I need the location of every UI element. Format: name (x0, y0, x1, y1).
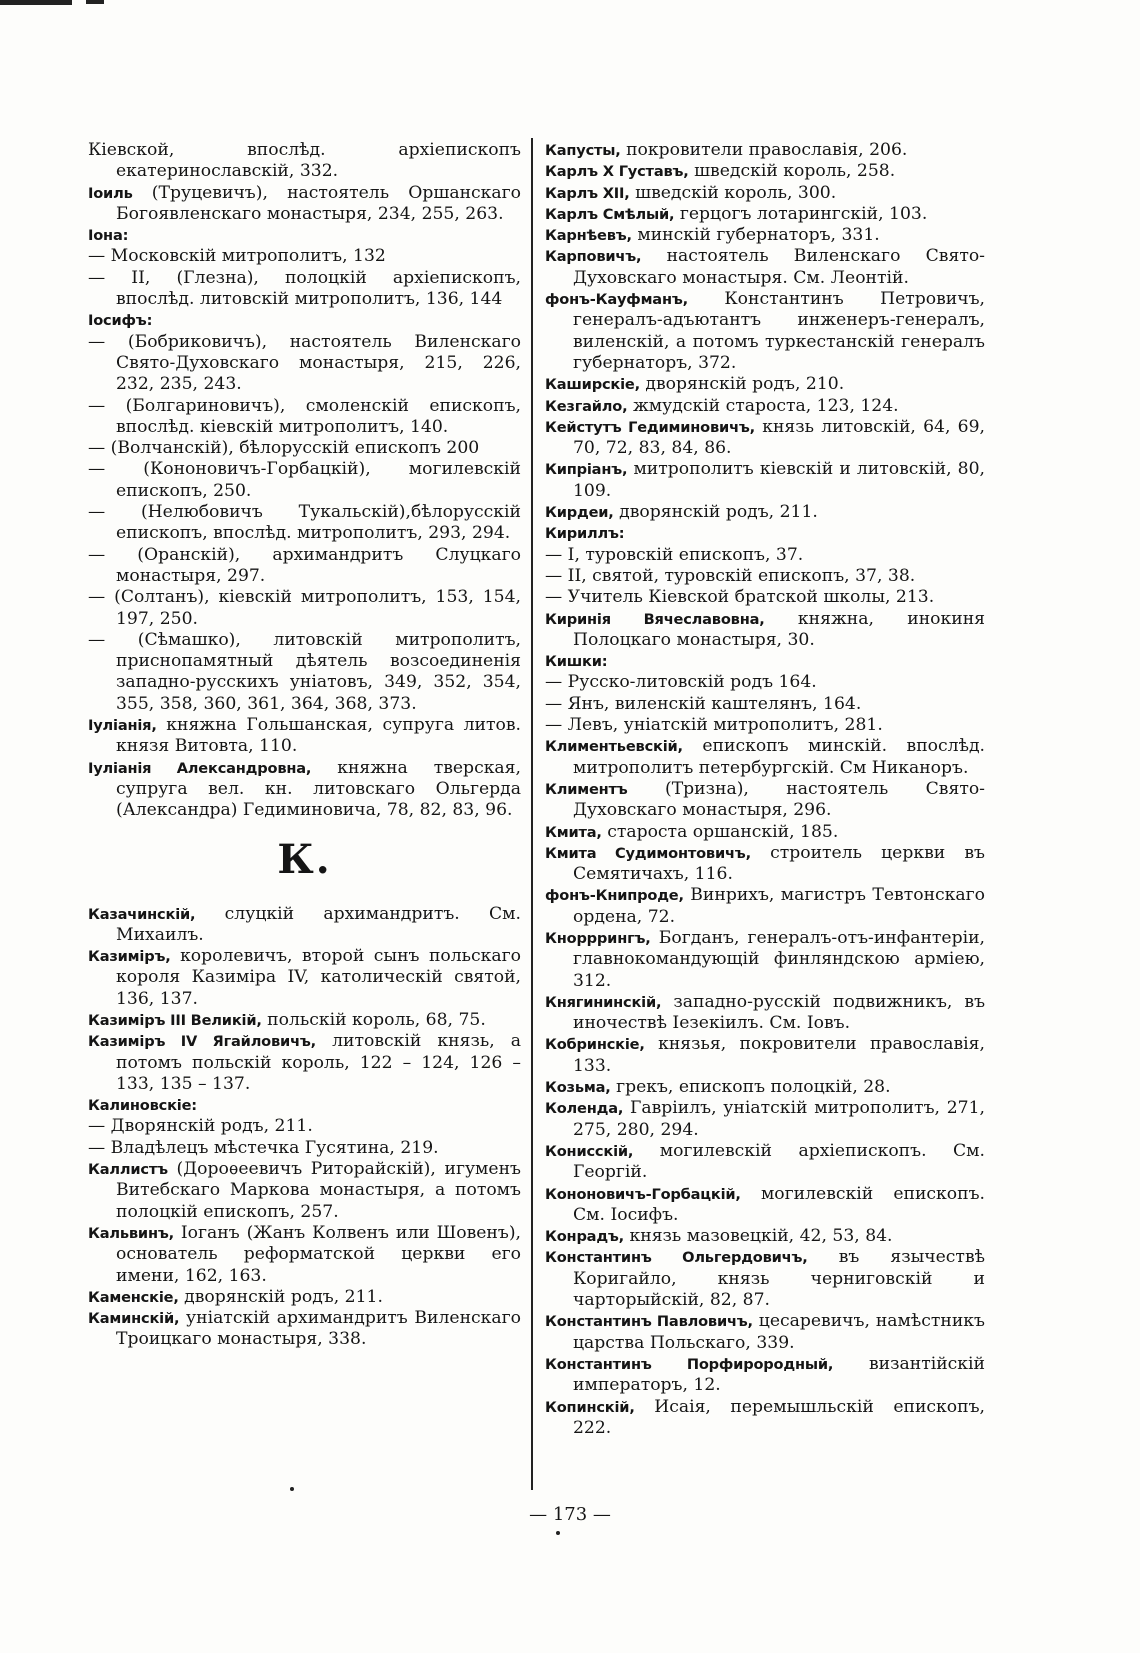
entry-headword: Казиміръ III Великій, (88, 1011, 262, 1029)
index-entry (88, 1010, 521, 1031)
index-subentry: — Левъ, уніатскій митрополитъ, 281. (545, 715, 883, 736)
entry-text: литовскій князь, а потомъ польскій король, 122 – 124, 126 – 133, 135 – 137. (116, 1031, 521, 1094)
entry-headword: Конисскій, (545, 1142, 634, 1160)
entry-text: (Труцевичъ), настоятель Оршанскаго Богоявленскаго монастыря, 234, 255, 263. (116, 182, 521, 224)
entry-headword: Карлъ Смѣлый, (545, 205, 675, 223)
entry-headword: Кмита Судимонтовичъ, (545, 844, 751, 862)
entry-text: въ язычествѣ Коригайло, князь черниговскій и чарторыйскій, 82, 87. (573, 1247, 985, 1311)
entry-headword: Карнѣевъ, (545, 227, 632, 245)
k-entries-a (88, 904, 521, 1117)
entry-headword: Каменскіе, (88, 1288, 179, 1306)
index-subentry: — Учитель Кіевской братской школы, 213. (545, 587, 935, 608)
index-subentry: — Московскій митрополитъ, 132 (88, 246, 386, 267)
index-subentry: — (Болгариновичъ), смоленскій епископъ, впослѣд. кіевскій митрополитъ, 140. (88, 395, 521, 437)
entry-headword: Кейстутъ Гедиминовичъ, (545, 418, 755, 436)
entry-text: дворянскій родъ, 211. (184, 1286, 383, 1307)
index-subentry: — (Солтанъ), кіевскій митрополитъ, 153, 154, 197, 250. (88, 587, 521, 629)
entry-headword: Казачинскій, (88, 905, 196, 923)
entry-headword: Каллистъ (88, 1161, 168, 1179)
index-entry (545, 609, 985, 652)
index-entry (545, 885, 985, 928)
entry-text: западно-русскій подвижникъ, въ иночествѣ Іезекіилъ. См. Іовъ. (573, 991, 986, 1034)
entry-text: княжна Гольшанская, супруга литов. князя Витовта, 110. (116, 715, 522, 757)
index-entry (88, 1095, 521, 1116)
index-entry (545, 1141, 985, 1184)
index-subentry: — (Сѣмашко), литовскій митрополитъ, приснопамятный дѣятель возсоединенія западно-русскихъ уніатовъ, 349, 352, 354, 355, 358, 360, 361, 364, 368, 373. (88, 629, 521, 714)
index-entry (88, 758, 521, 822)
entry-headword: Кобринскіе, (545, 1036, 645, 1054)
index-entry (88, 946, 521, 1010)
entry-headword: Киринія Вячеславовна, (545, 610, 765, 628)
index-entry (88, 1223, 521, 1287)
index-entry (545, 1034, 985, 1077)
index-entry (545, 1077, 985, 1098)
iona-subentries (88, 246, 521, 310)
entry-text: минскій губернаторъ, 331. (637, 225, 880, 246)
entry-headword: Кирдеи, (545, 504, 614, 522)
entry-headword: Карлъ XII, (545, 184, 630, 202)
kirill-subentries (545, 545, 985, 609)
index-subentry: — II, (Глезна), полоцкій архіепископъ, впослѣд. литовскій митрополитъ, 136, 144 (88, 267, 521, 310)
index-entry (545, 1311, 985, 1354)
entry-text: Винрихъ, магистръ Тевтонскаго ордена, 72. (573, 885, 985, 927)
kalinovskie-subentries (88, 1116, 521, 1159)
entry-headword: Кмита, (545, 823, 602, 841)
entry-headword: Кипріанъ, (545, 461, 628, 479)
entry-text: Богданъ, генералъ-отъ-инфантеріи, главнокомандующій финляндскою арміею, 312. (573, 927, 986, 991)
entry-text: дворянскій родъ, 210. (645, 374, 845, 395)
section-letter: К. (277, 835, 332, 883)
entry-headword: Кнорррингъ, (545, 929, 651, 947)
left-entries-after-iosif (88, 715, 521, 821)
index-entry (545, 1226, 985, 1247)
scan-speck (290, 1487, 294, 1491)
entry-text: Исаія, перемышльскій епископъ, 222. (573, 1396, 986, 1438)
index-entry (545, 396, 985, 417)
index-subentry: — II, святой, туровскій епископъ, 37, 38. (545, 565, 916, 586)
scan-artifact (86, 0, 104, 4)
right-column (545, 140, 985, 1439)
entry-headword: Казиміръ, (88, 948, 171, 966)
entry-text: митрополитъ кіевскій и литовскій, 80, 109. (573, 459, 986, 501)
index-entry (545, 992, 985, 1035)
entry-headword: Кириллъ: (545, 525, 625, 543)
index-entry (545, 651, 985, 672)
entry-headword: Карлъ X Густавъ, (545, 163, 689, 181)
entry-text: строитель церкви въ Семятичахъ, 116. (573, 842, 985, 885)
entry-text: Кіевской, впослѣд. архіепископъ екатеринославскій, 332. (88, 140, 521, 182)
entry-text: (Тризна), настоятель Свято-Духовскаго монастыря, 296. (573, 778, 985, 821)
entry-text: уніатскій архимандритъ Виленскаго Троицкаго монастыря, 338. (116, 1308, 521, 1350)
index-entry (545, 1247, 985, 1311)
index-subentry: — (Бобриковичъ), настоятель Виленскаго Свято-Духовскаго монастыря, 215, 226, 232, 235, 243. (88, 331, 521, 395)
entry-text: польскій король, 68, 75. (267, 1009, 486, 1030)
entry-headword: Кононовичъ-Горбацкій, (545, 1185, 741, 1203)
left-top-entries (88, 140, 521, 246)
index-entry (545, 183, 985, 204)
right-entries-a (545, 140, 985, 545)
entry-text: княжна, инокиня Полоцкаго монастыря, 30. (573, 608, 985, 650)
index-entry (88, 225, 521, 246)
index-entry (88, 1287, 521, 1308)
index-entry (545, 1098, 985, 1141)
index-entry (88, 183, 521, 226)
page-number: — 173 — (529, 1504, 611, 1525)
entry-text: могилевскій архіепископъ. См. Георгій. (573, 1140, 985, 1183)
kishki-subentries (545, 672, 985, 736)
entry-headword: Климентъ (545, 780, 628, 798)
entry-headword: Козьма, (545, 1079, 611, 1097)
entry-headword: Калиновскіе: (88, 1097, 197, 1115)
entry-text: епископъ минскій. впослѣд. митрополитъ петербургскій. См Никаноръ. (573, 736, 985, 778)
index-subentry: — Дворянскій родъ, 211. (88, 1116, 313, 1137)
entry-headword: Кишки: (545, 653, 608, 671)
index-subentry: — (Нелюбовичъ Тукальскій),бѣлорусскій епископъ, впослѣд. митрополитъ, 293, 294. (88, 502, 521, 544)
index-entry (545, 779, 985, 822)
entry-headword: Княгининскій, (545, 993, 662, 1011)
entry-text: герцогъ лотарингскій, 103. (679, 203, 928, 224)
index-entry (545, 246, 985, 289)
entry-headword: Каминскій, (88, 1310, 180, 1328)
scan-speck (556, 1531, 560, 1535)
entry-text: Константинъ Петровичъ, генералъ-адъютантъ инженеръ-генералъ, виленскій, а потомъ туркестанскій генералъ губернаторъ, 372. (573, 289, 985, 373)
entry-headword: Іоиль (88, 184, 133, 202)
entry-headword: Іона: (88, 227, 129, 245)
entry-headword: Казиміръ IV Ягайловичъ, (88, 1033, 317, 1051)
entry-text: князь литовскій, 64, 69, 70, 72, 83, 84, 86. (573, 416, 985, 459)
index-entry (545, 459, 985, 502)
entry-headword: Коленда, (545, 1100, 624, 1118)
entry-text: шведскій король, 258. (694, 161, 896, 182)
index-entry (545, 225, 985, 246)
entry-text: князь мазовецкій, 42, 53, 84. (629, 1226, 893, 1247)
entry-text: (Дороѳеевичъ Риторайскій), игуменъ Витебскаго Маркова монастыря, а потомъ полоцкій епископъ, 257. (116, 1159, 521, 1222)
index-entry (545, 736, 985, 779)
index-subentry: — I, туровскій епископъ, 37. (545, 544, 804, 565)
entry-text: королевичъ, второй сынъ польскаго короля Казиміра IV, католическій святой, 136, 137. (116, 946, 521, 1009)
index-entry (545, 1184, 985, 1227)
entry-text: шведскій король, 300. (635, 182, 837, 203)
entry-text: жмудскій староста, 123, 124. (632, 395, 899, 416)
entry-text: староста оршанскій, 185. (607, 821, 839, 842)
index-entry (545, 523, 985, 544)
entry-text: настоятель Виленскаго Свято-Духовскаго монастыря. См. Леонтій. (573, 246, 985, 288)
entry-text: слуцкій архимандритъ. См. Михаилъ. (116, 903, 522, 945)
index-subentry: — (Кононовичъ-Горбацкій), могилевскій епископъ, 250. (88, 459, 521, 501)
entry-headword: Капусты, (545, 142, 621, 159)
index-entry (545, 204, 985, 225)
index-entry (88, 715, 521, 758)
entry-headword: Кальвинъ, (88, 1224, 174, 1242)
index-entry (88, 1308, 521, 1351)
index-subentry: — (Оранскій), архимандритъ Слуцкаго монастыря, 297. (88, 544, 521, 586)
entry-text: Гавріилъ, уніатскій митрополитъ, 271, 275, 280, 294. (573, 1098, 985, 1140)
entry-headword: Климентьевскій, (545, 738, 683, 756)
entry-text: византійскій императоръ, 12. (573, 1353, 985, 1396)
entry-headword: фонъ-Книпроде, (545, 887, 684, 905)
entry-headword: Конрадъ, (545, 1228, 625, 1246)
index-entry (545, 417, 985, 460)
entry-headword: Константинъ Павловичъ, (545, 1313, 753, 1331)
entry-text: покровители православія, 206. (626, 140, 908, 160)
k-entries-b (88, 1159, 521, 1351)
scan-artifact (0, 0, 72, 5)
entry-headword: Константинъ Ольгердовичъ, (545, 1249, 808, 1267)
entry-headword: Каширскіе, (545, 376, 640, 394)
index-entry (88, 904, 521, 947)
index-entry (545, 843, 985, 886)
entry-headword: фонъ-Кауфманъ, (545, 291, 688, 309)
index-entry (545, 140, 985, 161)
index-subentry: — (Волчанскій), бѣлорусскій епископъ 200 (88, 438, 480, 459)
entry-text: князья, покровители православія, 133. (573, 1034, 985, 1076)
index-entry (88, 310, 521, 331)
entry-text: княжна тверская, супруга вел. кн. литовскаго Ольгерда (Александра) Гедиминовича, 78, 82, 83, 96. (116, 757, 521, 821)
entry-headword: Іуліанія, (88, 717, 157, 735)
index-entry (545, 1354, 985, 1397)
iosif-subentries (88, 332, 521, 715)
index-entry (88, 1159, 521, 1223)
entry-headword: Іосифъ: (88, 312, 153, 330)
right-entries-b (545, 609, 985, 673)
entry-text: могилевскій епископъ. См. Іосифъ. (573, 1183, 985, 1225)
right-entries-c (545, 736, 985, 1439)
index-entry (88, 1031, 521, 1095)
index-entry (545, 928, 985, 992)
entry-headword: Константинъ Порфирородный, (545, 1355, 834, 1373)
entry-headword: Карповичъ, (545, 248, 642, 266)
index-subentry: — Русско-литовскій родъ 164. (545, 672, 817, 693)
entry-text: грекъ, епископъ полоцкій, 28. (616, 1077, 891, 1098)
index-entry (545, 161, 985, 182)
entry-headword: Кезгайло, (545, 397, 628, 415)
entry-text: Іоганъ (Жанъ Колвенъ или Шовенъ), основатель реформатской церкви его имени, 162, 163. (116, 1222, 521, 1286)
left-column (88, 140, 521, 1351)
entry-text: дворянскій родъ, 211. (619, 502, 818, 523)
entry-text: цесаревичъ, намѣстникъ царства Польскаго, 339. (573, 1311, 985, 1353)
index-entry (545, 374, 985, 395)
entry-headword: Іуліанія Александровна, (88, 759, 312, 777)
column-divider (531, 138, 533, 1490)
index-entry (88, 140, 521, 183)
index-entry (545, 822, 985, 843)
entry-headword: Копинскій, (545, 1398, 635, 1416)
index-entry (545, 289, 985, 374)
index-subentry: — Владѣлецъ мѣстечка Гусятина, 219. (88, 1137, 439, 1158)
index-entry (545, 1397, 985, 1440)
index-entry (545, 502, 985, 523)
index-subentry: — Янъ, виленскій каштелянъ, 164. (545, 693, 862, 714)
